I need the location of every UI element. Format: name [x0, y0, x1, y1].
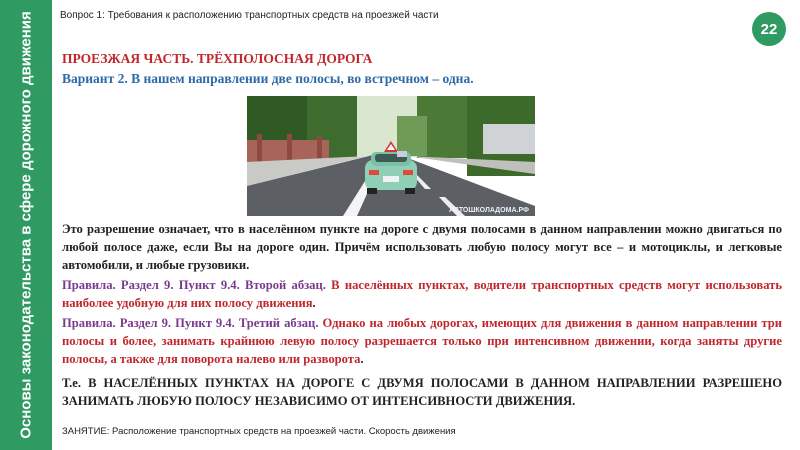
slide-number-badge: 22 — [752, 12, 786, 46]
variant-subheading: Вариант 2. В нашем направлении две полосы, во встречном – одна. — [62, 71, 474, 86]
rule-reference-1: Правила. Раздел 9. Пункт 9.4. Второй абзац — [62, 278, 323, 292]
lesson-footer: ЗАНЯТИЕ: Расположение транспортных средств на проезжей части. Скорость движения — [62, 426, 456, 437]
rule-reference-2: Правила. Раздел 9. Пункт 9.4. Третий абзац — [62, 316, 316, 330]
road-photo — [247, 96, 535, 216]
image-watermark: АВТОШКОЛАДОМА.РФ — [448, 207, 529, 214]
section-heading: ПРОЕЗЖАЯ ЧАСТЬ. ТРЁХПОЛОСНАЯ ДОРОГА — [62, 51, 373, 66]
rule-text-2: Однако на любых дорогах, имеющих для движения в данном направлении три полосы и более, занимать крайнюю левую полосу разрешается только при интенсивном движении, когда заняты другие полосы, а также для поворота налево или разворота — [62, 316, 783, 366]
rule-text-1: В населённых пунктах, водители транспортных средств могут использовать наиболее удобную для них полосу движения — [62, 278, 783, 310]
conclusion-text: Т.е. В НАСЕЛЁННЫХ ПУНКТАХ НА ДОРОГЕ С ДВУМЯ ПОЛОСАМИ В ДАННОМ НАПРАВЛЕНИИ РАЗРЕШЕНО ЗАНИМАТЬ ЛЮБУЮ ПОЛОСУ НЕЗАВИСИМО ОТ ИНТЕНСИВНОСТИ ДВИЖЕНИЯ. — [62, 376, 782, 408]
question-title: Вопрос 1: Требования к расположению транспортных средств на проезжей части — [60, 10, 439, 21]
road-illustration — [247, 96, 535, 216]
rule-paragraph-1: Правила. Раздел 9. Пункт 9.4. Второй абзац. В населённых пунктах, водители транспортных средств могут использовать наиболее удобную для них полосу движения. — [62, 278, 783, 310]
sidebar — [0, 0, 52, 450]
rule-paragraph-2: Правила. Раздел 9. Пункт 9.4. Третий абзац. Однако на любых дорогах, имеющих для движения в данном направлении три полосы и более, занимать крайнюю левую полосу разрешается только при интенсивном движении, когда заняты другие полосы, а также для поворота налево или разворота. — [62, 316, 783, 366]
explanation-paragraph: Это разрешение означает, что в населённом пункте на дороге с двумя полосами в данном направлении можно двигаться по любой полосе даже, если Вы на дороге один. Причём использовать любую полосу могут все – и мотоциклы, и легковые автомобили, и любые грузовики. — [62, 222, 782, 272]
sidebar-title: Основы законодательства в сфере дорожного движения — [17, 11, 35, 439]
